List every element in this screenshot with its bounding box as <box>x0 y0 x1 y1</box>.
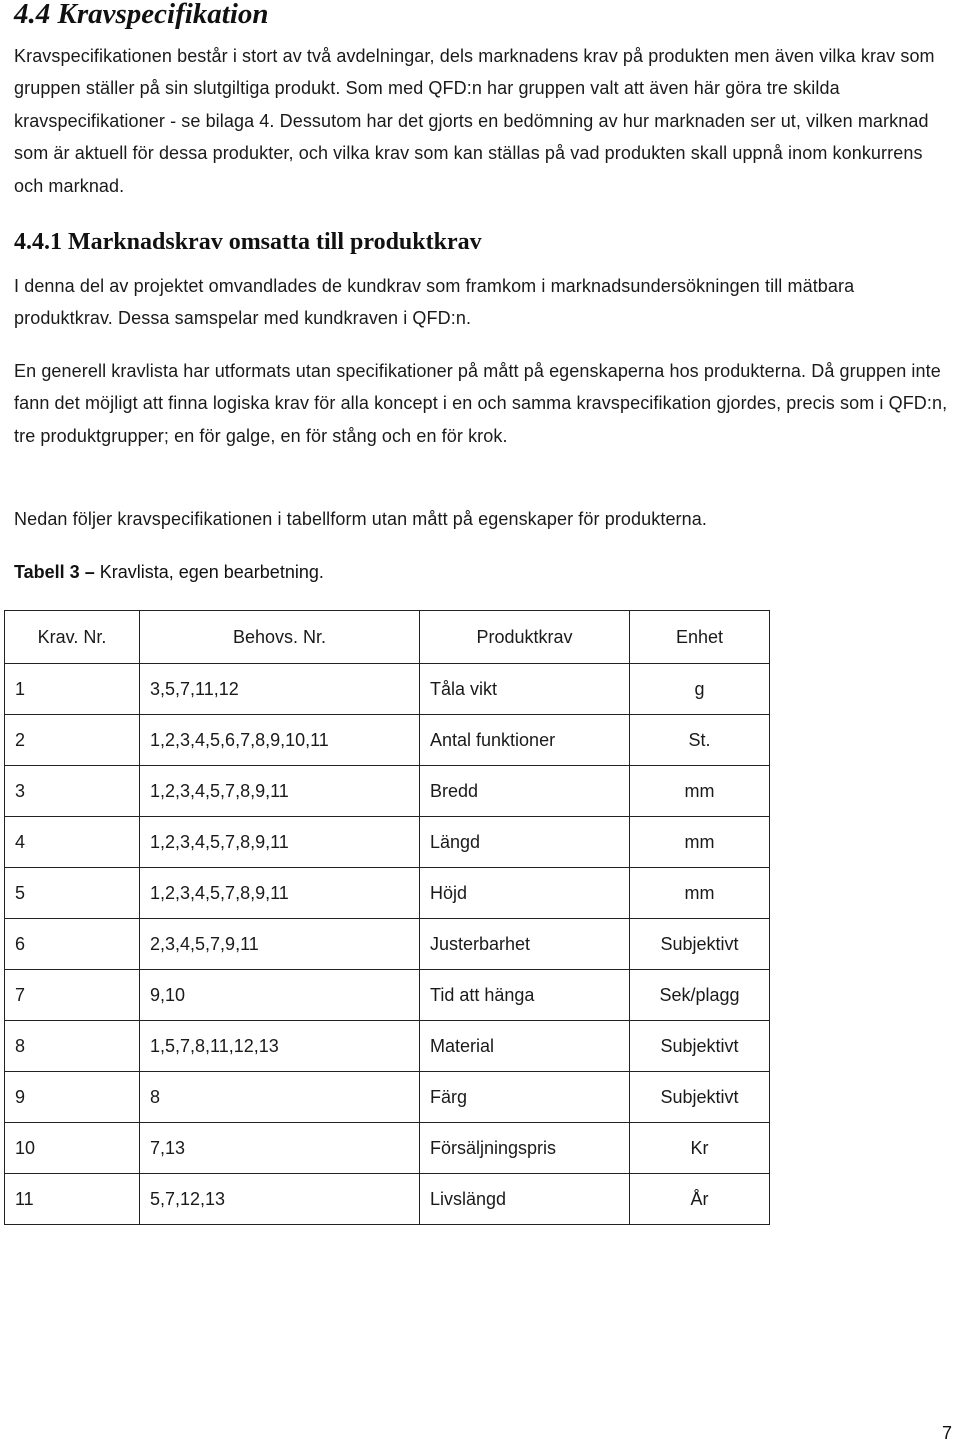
table-row <box>5 919 770 970</box>
table-row <box>5 868 770 919</box>
cell-enhet: mm <box>630 868 770 919</box>
cell-enhet: St. <box>630 715 770 766</box>
table-caption <box>14 556 324 588</box>
table-row <box>5 1174 770 1225</box>
table-row <box>5 1072 770 1123</box>
cell-produktkrav: Försäljningspris <box>420 1123 630 1174</box>
table-header-row <box>5 611 770 664</box>
cell-enhet: Subjektivt <box>630 1021 770 1072</box>
header-krav-nr: Krav. Nr. <box>5 611 140 664</box>
cell-enhet: mm <box>630 766 770 817</box>
page-number: 7 <box>941 1423 952 1443</box>
cell-krav-nr: 11 <box>5 1174 140 1225</box>
table-row <box>5 715 770 766</box>
cell-behovs-nr: 9,10 <box>140 970 420 1021</box>
cell-enhet: År <box>630 1174 770 1225</box>
cell-behovs-nr: 3,5,7,11,12 <box>140 664 420 715</box>
cell-enhet: Subjektivt <box>630 919 770 970</box>
cell-krav-nr: 5 <box>5 868 140 919</box>
cell-produktkrav: Tid att hänga <box>420 970 630 1021</box>
cell-krav-nr: 8 <box>5 1021 140 1072</box>
cell-behovs-nr: 5,7,12,13 <box>140 1174 420 1225</box>
cell-produktkrav: Bredd <box>420 766 630 817</box>
cell-behovs-nr: 1,2,3,4,5,7,8,9,11 <box>140 766 420 817</box>
cell-krav-nr: 10 <box>5 1123 140 1174</box>
cell-krav-nr: 7 <box>5 970 140 1021</box>
cell-krav-nr: 9 <box>5 1072 140 1123</box>
cell-enhet: Sek/plagg <box>630 970 770 1021</box>
cell-krav-nr: 4 <box>5 817 140 868</box>
cell-behovs-nr: 1,5,7,8,11,12,13 <box>140 1021 420 1072</box>
cell-produktkrav: Livslängd <box>420 1174 630 1225</box>
cell-enhet: Subjektivt <box>630 1072 770 1123</box>
caption-label: Tabell 3 – <box>14 562 95 582</box>
cell-krav-nr: 3 <box>5 766 140 817</box>
table-row <box>5 817 770 868</box>
caption-text: Kravlista, egen bearbetning. <box>94 562 324 582</box>
header-produktkrav: Produktkrav <box>420 611 630 664</box>
requirements-table <box>4 610 770 1225</box>
cell-produktkrav: Tåla vikt <box>420 664 630 715</box>
cell-enhet: mm <box>630 817 770 868</box>
cell-behovs-nr: 2,3,4,5,7,9,11 <box>140 919 420 970</box>
cell-enhet: Kr <box>630 1123 770 1174</box>
cell-produktkrav: Längd <box>420 817 630 868</box>
table-row <box>5 664 770 715</box>
paragraph-2: En generell kravlista har utformats utan specifikationer på mått på egenskaperna hos produkterna. Då gruppen inte fann det möjligt att finna logiska krav för alla koncept i en och samma kravspecifikation gjordes, precis som i QFD:n, tre produktgrupper; en för galge, en för stång och en för krok. <box>14 361 948 446</box>
cell-krav-nr: 2 <box>5 715 140 766</box>
table-row <box>5 1123 770 1174</box>
table-row <box>5 1021 770 1072</box>
cell-krav-nr: 1 <box>5 664 140 715</box>
cell-behovs-nr: 8 <box>140 1072 420 1123</box>
cell-enhet: g <box>630 664 770 715</box>
subsection-heading: 4.4.1 Marknadskrav omsatta till produktkrav <box>14 229 482 255</box>
paragraph-1: I denna del av projektet omvandlades de kundkrav som framkom i marknadsundersökningen till mätbara produktkrav. Dessa samspelar med kundkraven i QFD:n. <box>14 276 855 329</box>
section-heading: 4.4 Kravspecifikation <box>14 0 269 30</box>
paragraph-3: Nedan följer kravspecifikationen i tabellform utan mått på egenskaper för produkterna. <box>14 509 707 529</box>
cell-behovs-nr: 1,2,3,4,5,6,7,8,9,10,11 <box>140 715 420 766</box>
cell-produktkrav: Höjd <box>420 868 630 919</box>
cell-behovs-nr: 1,2,3,4,5,7,8,9,11 <box>140 817 420 868</box>
cell-behovs-nr: 1,2,3,4,5,7,8,9,11 <box>140 868 420 919</box>
table-row <box>5 766 770 817</box>
cell-krav-nr: 6 <box>5 919 140 970</box>
header-behovs-nr: Behovs. Nr. <box>140 611 420 664</box>
header-enhet: Enhet <box>630 611 770 664</box>
table-row <box>5 970 770 1021</box>
cell-produktkrav: Justerbarhet <box>420 919 630 970</box>
cell-produktkrav: Antal funktioner <box>420 715 630 766</box>
cell-produktkrav: Material <box>420 1021 630 1072</box>
cell-behovs-nr: 7,13 <box>140 1123 420 1174</box>
intro-paragraph: Kravspecifikationen består i stort av två avdelningar, dels marknadens krav på produkten men även vilka krav som gruppen ställer på sin slutgiltiga produkt. Som med QFD:n har gruppen valt att även här göra tre skilda kravspecifikationer - se bilaga 4. Dessutom har det gjorts en bedömning av hur marknaden ser ut, vilken marknad som är aktuell för dessa produkter, och vilka krav som kan ställas på vad produkten skall uppnå inom konkurrens och marknad. <box>14 46 935 196</box>
cell-produktkrav: Färg <box>420 1072 630 1123</box>
